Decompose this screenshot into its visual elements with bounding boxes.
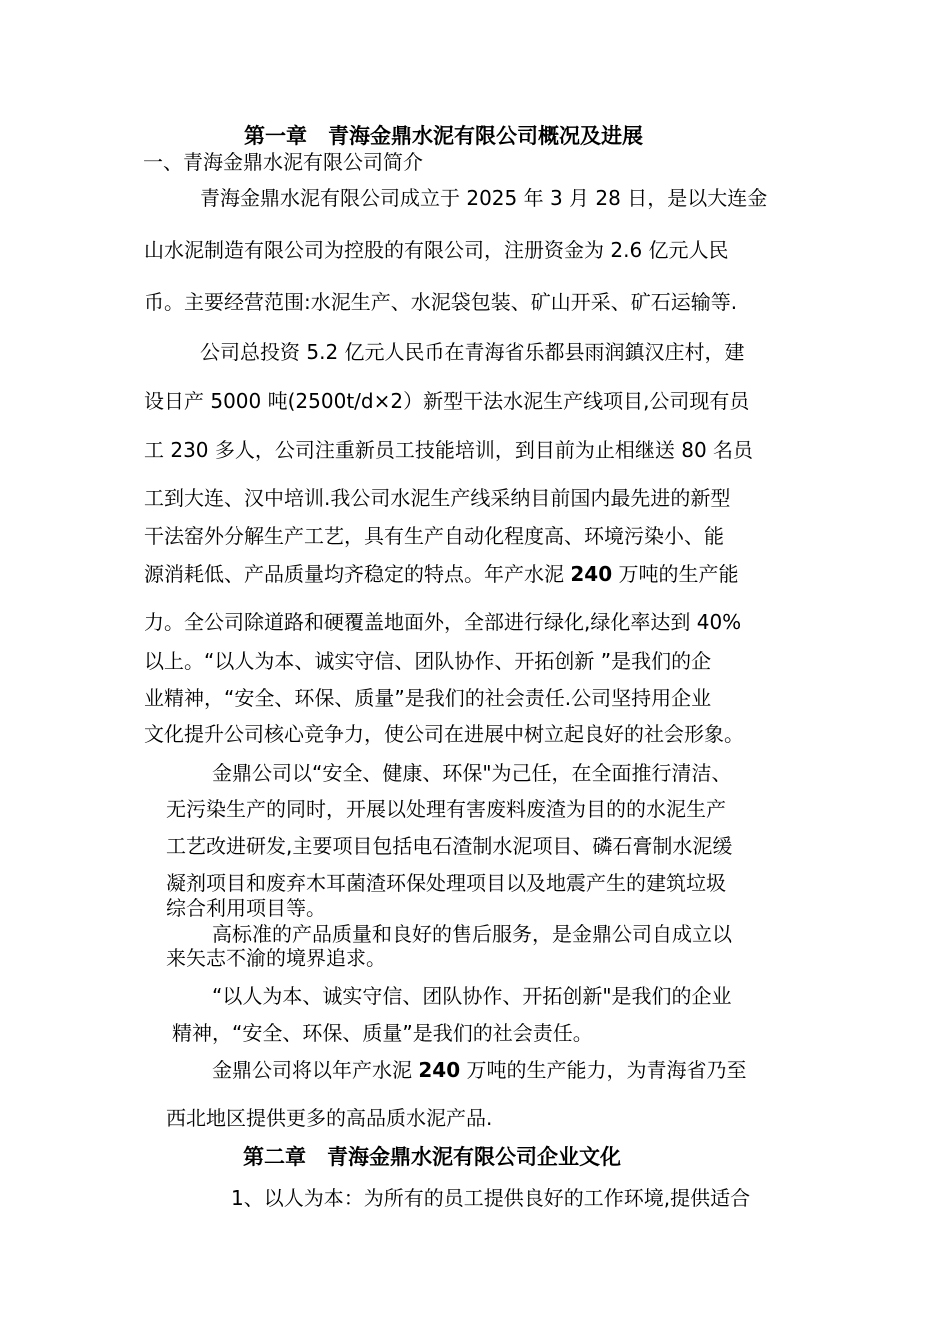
p2-line10: 文化提升公司核心竞争力，使公司在进展中树立起良好的社会形象。 bbox=[144, 722, 744, 746]
p6-bold: 240 bbox=[418, 1058, 461, 1082]
p6-tail: 万吨的生产能力，为青海省乃至 bbox=[466, 1058, 747, 1082]
p1-line2: 山水泥制造有限公司为控股的有限公司，注册资金为 2.6 亿元人民 bbox=[144, 238, 729, 262]
chapter1-title: 第一章 青海金鼎水泥有限公司概况及进展 bbox=[244, 124, 643, 148]
p2-line1: 公司总投资 5.2 亿元人民币在青海省乐都县雨润鎮汉庄村，建 bbox=[200, 340, 745, 364]
p3-line3: 工艺改进研发,主要项目包括电石渣制水泥项目、磷石膏制水泥缓 bbox=[166, 834, 733, 858]
p3-line5: 综合利用项目等。 bbox=[166, 896, 326, 920]
p2-line8: 以上。“以人为本、诚实守信、团队协作、开拓创新 ”是我们的企 bbox=[144, 649, 712, 673]
p2-line3: 工 230 多人，公司注重新员工技能培训，到目前为止相继送 80 名员 bbox=[144, 438, 754, 462]
p3-line1: 金鼎公司以“安全、健康、环保"为己任，在全面推行清洁、 bbox=[212, 761, 732, 785]
p5-line1: “以人为本、诚实守信、团队协作、开拓创新"是我们的企业 bbox=[212, 984, 732, 1008]
p6-head: 金鼎公司将以年产水泥 bbox=[212, 1058, 412, 1082]
p1-line3: 币。主要经营范围:水泥生产、水泥袋包装、矿山开采、矿石运输等. bbox=[144, 290, 738, 314]
p2-line7: 力。全公司除道路和硬覆盖地面外，全部进行绿化,绿化率达到 40% bbox=[144, 610, 742, 634]
p5-line2: 精神，“安全、环保、质量”是我们的社会责任。 bbox=[172, 1021, 593, 1045]
p2-line6-text: 源消耗低、产品质量均齐稳定的特点。年产水泥 bbox=[144, 562, 564, 586]
p2-line9: 业精神，“安全、环保、质量”是我们的社会责任.公司坚持用企业 bbox=[144, 686, 712, 710]
p2-line6-bold: 240 bbox=[570, 562, 613, 586]
p6-line2: 西北地区提供更多的高品质水泥产品. bbox=[166, 1106, 493, 1130]
p7-line1: 1、以人为本：为所有的员工提供良好的工作环境,提供适合 bbox=[231, 1186, 751, 1210]
p1-line1: 青海金鼎水泥有限公司成立于 2025 年 3 月 28 日，是以大连金 bbox=[200, 186, 768, 210]
p2-line6 bbox=[144, 562, 738, 586]
p4-line1: 高标准的产品质量和良好的售后服务，是金鼎公司自成立以 bbox=[212, 922, 732, 946]
section1-title: 一、青海金鼎水泥有限公司简介 bbox=[143, 150, 423, 174]
p2-line6-tail: 万吨的生产能 bbox=[618, 562, 739, 586]
p3-line2: 无污染生产的同时，开展以处理有害废料废渣为目的的水泥生产 bbox=[166, 797, 726, 821]
p4-line2: 来矢志不渝的境界追求。 bbox=[166, 946, 386, 970]
chapter2-title: 第二章 青海金鼎水泥有限公司企业文化 bbox=[243, 1145, 621, 1169]
p2-line4: 工到大连、汉中培训.我公司水泥生产线采纳目前国内最先进的新型 bbox=[144, 486, 731, 510]
p6-line1 bbox=[212, 1058, 746, 1082]
p2-line5: 干法窑外分解生产工艺，具有生产自动化程度高、环境污染小、能 bbox=[144, 524, 724, 548]
p3-line4: 凝剂项目和废弃木耳菌渣环保处理项目以及地震产生的建筑垃圾 bbox=[166, 871, 726, 895]
p2-line2: 设日产 5000 吨(2500t/d×2）新型干法水泥生产线项目,公司现有员 bbox=[144, 389, 750, 413]
